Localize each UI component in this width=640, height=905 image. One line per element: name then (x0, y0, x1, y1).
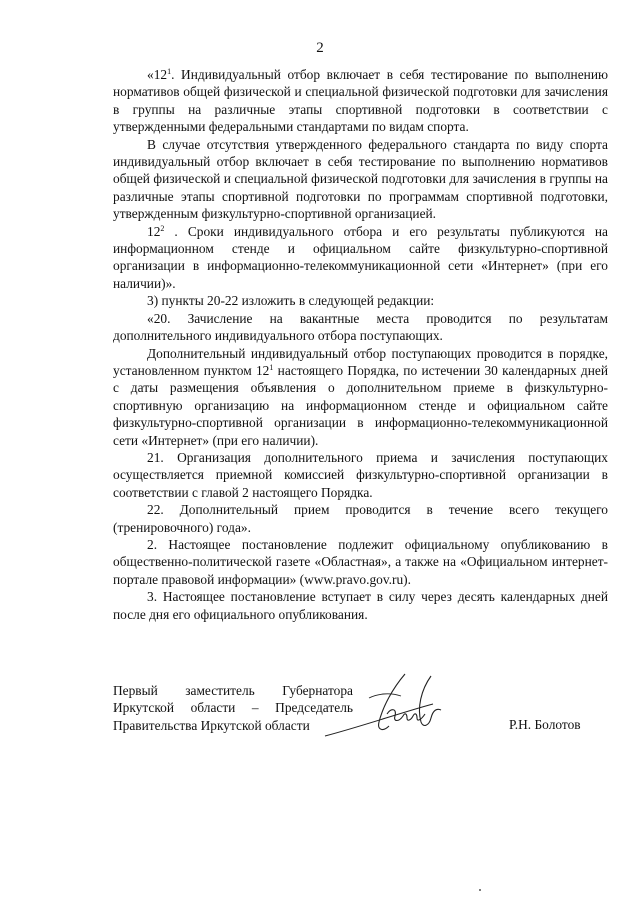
handwritten-signature (313, 668, 453, 748)
paragraph-12-2: $12^2$ . Сроки индивидуального отбора и его результаты публикуются на информационном стенде и официальном сайте физкультурно-спортивной организации в информационно-телекоммуникационной сети «Интернет» (при его наличии)». (113, 223, 608, 291)
superscript: 1 (167, 67, 172, 76)
signature-block (113, 682, 608, 752)
paragraph-additional-selection: Дополнительный индивидуальный отбор поступающих проводится в порядке, установленном пунктом $12^1$ настоящего Порядка, по истечении 30 календарных дней с даты размещения объявления о дополнительном приеме в физкультурно-спортивную организацию на информационном стенде и официальном сайте физкультурно-спортивной организации в информационно-телекоммуникационной сети «Интернет» (при его наличии). (113, 345, 608, 448)
paragraph-21: 21. Организация дополнительного приема и зачисления поступающих осуществляется приемной комиссией физкультурно-спортивной организации в соответствии с главой 2 настоящего Порядка. (113, 449, 608, 500)
paragraph-publication: 2. Настоящее постановление подлежит официальному опубликованию в общественно-политической газете «Областная», а также на «Официальном интернет-портале правовой информации» (www.pravo.gov.ru). (113, 536, 608, 587)
paragraph-22: 22. Дополнительный прием проводится в течение всего текущего (тренировочного) года». (113, 502, 608, 535)
superscript: 2 (160, 223, 165, 233)
page-number: 2 (316, 40, 324, 56)
paragraph-no-standard: В случае отсутствия утвержденного федерального стандарта по виду спорта индивидуальный отбор включает в себя тестирование по выполнению нормативов общей физической и специальной физической подготовки для зачисления в группы на различные этапы спортивной подготовки по программам спортивной подготовки, утвержденным физкультурно-спортивной организацией. (113, 136, 608, 222)
signer-title: Первый заместитель Губернатора Иркутской области – Председатель Правительства Иркутской области (113, 683, 353, 733)
signer-name: Р.Н. Болотов (509, 717, 581, 732)
superscript: 1 (269, 362, 274, 372)
paragraph-items-20-22: 3) пункты 20-22 изложить в следующей редакции: (147, 293, 435, 309)
document-body (113, 66, 608, 623)
paragraph-effective-date: 3. Настоящее постановление вступает в силу через десять календарных дней после дня его официального опубликования. (113, 589, 608, 622)
paragraph-12-1: «$12^1$. Индивидуальный отбор включает в себя тестирование по выполнению нормативов общей физической и специальной физической подготовки для зачисления в группы на различные этапы спортивной подготовки в соответствии с утвержденными федеральными стандартами по видам спорта. (113, 67, 608, 135)
paragraph-20: «20. Зачисление на вакантные места проводится по результатам дополнительного индивидуального отбора поступающих. (113, 310, 608, 344)
scan-dot (478, 888, 482, 892)
